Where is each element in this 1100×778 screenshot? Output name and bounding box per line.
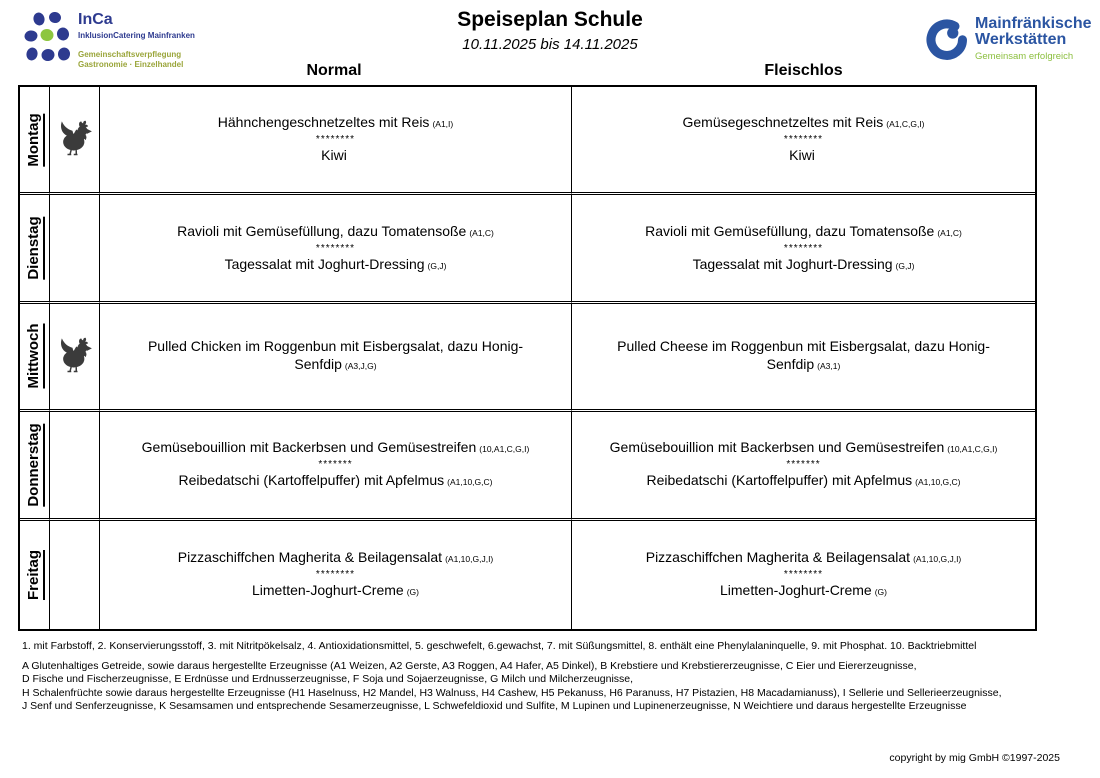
allergen-codes: (A1,10,G,J,I) [445,554,494,565]
day-cell-montag [20,87,50,195]
dish-name: Limetten-Joghurt-Creme [719,582,872,599]
dish-name: Reibedatschi (Kartoffelpuffer) mit Apfelmus [178,472,445,489]
meal-cell-mittwoch-fleischlos [572,304,1035,412]
icon-cell-dienstag [50,195,100,303]
meal-cell-dienstag-normal [100,195,572,303]
dish-name: Pizzaschiffchen Magherita & Beilagensalat [645,549,911,566]
day-label: Mittwoch [25,324,45,389]
meal-cell-dienstag-fleischlos [572,195,1035,303]
chicken-icon [55,333,95,380]
dish-name: Gemüsegeschnetzeltes mit Reis [682,114,884,131]
icon-cell-freitag [50,521,100,629]
allergen-legend-line: H Schalenfrüchte sowie daraus hergestellte Erzeugnisse (H1 Haselnuss, H2 Mandel, H3 Walnuss, H4 Cashew, H5 Pekanuss, H6 Paranuss, H7 Pistazien, H8 Macadamianuss), I Sellerie und Sellerieerzeugnisse, [22,686,1002,699]
allergen-codes: (10,A1,C,G,I) [947,444,998,455]
mw-logo-tagline: Gemeinsam erfolgreich [975,51,1074,62]
allergen-codes: (A1,C) [937,227,962,238]
icon-cell-mittwoch [50,304,100,412]
allergen-codes: (A3,J,G) [344,361,377,372]
meal-cell-freitag-fleischlos [572,521,1035,629]
meal-cell-freitag-normal [100,521,572,629]
inca-logo-subline: InklusionCatering Mainfranken [78,31,195,40]
allergen-codes: (G,J) [427,260,447,271]
dish-name: Pulled Chicken im Roggenbun mit Eisbergsalat, dazu Honig-Senfdip [147,338,524,373]
separator-stars: ******** [783,134,824,146]
day-label: Montag [25,113,45,166]
dish-name: Gemüsebouillion mit Backerbsen und Gemüsestreifen [141,439,477,456]
allergen-codes: (10,A1,C,G,I) [479,444,530,455]
dish-name: Kiwi [321,147,347,164]
day-label: Donnerstag [25,423,45,506]
mw-logo-icon [922,14,970,64]
dish-name: Ravioli mit Gemüsefüllung, dazu Tomatensoße [177,222,467,239]
icon-cell-donnerstag [50,412,100,520]
meal-cell-donnerstag-normal [100,412,572,520]
dish-name: Kiwi [789,147,815,164]
separator-stars: ******** [315,134,356,146]
column-header-normal: Normal [306,62,362,79]
inca-logo-name: InCa [78,11,113,28]
meal-cell-montag-normal [100,87,572,195]
mainfraenkische-werkstaetten-logo [922,14,1091,64]
dish-name: Pulled Cheese im Roggenbun mit Eisbergsalat, dazu Honig-Senfdip [617,338,990,373]
menu-table [18,85,1037,631]
allergen-legend-line: J Senf und Senferzeugnisse, K Sesamsamen und entsprechende Sesamerzeugnisse, L Schwefeldioxid und Sulfite, M Lupinen und Lupinenerzeugnisse, N Weichtiere und daraus hergestellte Erzeugnisse [22,700,967,712]
date-range: 10.11.2025 bis 14.11.2025 [462,36,638,53]
separator-stars: ******* [318,459,353,471]
allergen-codes: (A1,C) [469,227,494,238]
allergen-legend-line: A Glutenhaltiges Getreide, sowie daraus hergestellte Erzeugnisse (A1 Weizen, A2 Gerste, A3 Roggen, A4 Hafer, A5 Dinkel), B Krebstiere und Krebstiererzeugnisse, C Eier und Eiererzeugnisse, [22,659,917,672]
allergen-codes: (A1,I) [432,119,454,130]
mw-logo-name-line1: Mainfränkische [975,15,1092,32]
dish-name: Gemüsebouillion mit Backerbsen und Gemüsestreifen [609,439,945,456]
allergen-legend-line: D Fische und Fischerzeugnisse, E Erdnüsse und Erdnusserzeugnisse, F Soja und Sojaerzeugnisse, G Milch und Milcherzeugnisse, [22,673,634,685]
additives-legend: 1. mit Farbstoff, 2. Konservierungsstoff, 3. mit Nitritpökelsalz, 4. Antioxidationsmittel, 5. geschwefelt, 6.gewachst, 7. mit Süßungsmittel, 8. enthält eine Phenylalaninquelle, 9. mit Phosphat. 10. Backtriebmittel [22,640,977,652]
day-label: Freitag [25,550,45,600]
mw-logo-name-line2: Werkstätten [975,31,1067,48]
dish-name: Hähnchengeschnetzeltes mit Reis [217,114,430,131]
allergen-codes: (G,J) [895,260,915,271]
icon-cell-montag [50,87,100,195]
meal-cell-montag-fleischlos [572,87,1035,195]
day-cell-donnerstag [20,412,50,520]
separator-stars: ******** [315,242,356,254]
separator-stars: ******** [783,569,824,581]
separator-stars: ******** [315,569,356,581]
separator-stars: ******** [783,242,824,254]
dish-name: Tagessalat mit Joghurt-Dressing [692,255,893,272]
day-label: Dienstag [25,216,45,279]
allergen-codes: (A1,10,G,C) [447,477,493,488]
page-title: Speiseplan Schule [457,8,643,31]
day-cell-dienstag [20,195,50,303]
day-cell-mittwoch [20,304,50,412]
column-header-fleischlos: Fleischlos [764,62,843,79]
meal-cell-donnerstag-fleischlos [572,412,1035,520]
footnotes [22,640,1078,714]
inca-logo-green-line2: Gastronomie · Einzelhandel [78,60,184,69]
allergen-codes: (G) [874,587,887,598]
dish-name: Pizzaschiffchen Magherita & Beilagensalat [177,549,443,566]
allergen-codes: (A1,10,G,J,I) [913,554,962,565]
day-cell-freitag [20,521,50,629]
chicken-icon [55,116,95,163]
separator-stars: ******* [786,459,821,471]
meal-cell-mittwoch-normal [100,304,572,412]
copyright-notice: copyright by mig GmbH ©1997-2025 [889,752,1060,764]
dish-name: Tagessalat mit Joghurt-Dressing [224,255,425,272]
allergen-codes: (A3,1) [817,361,841,372]
dish-name: Reibedatschi (Kartoffelpuffer) mit Apfelmus [646,472,913,489]
dish-name: Limetten-Joghurt-Creme [251,582,404,599]
allergen-codes: (A1,C,G,I) [886,119,925,130]
inca-logo-green-line1: Gemeinschaftsverpflegung [78,50,182,59]
allergen-codes: (A1,10,G,C) [915,477,961,488]
dish-name: Ravioli mit Gemüsefüllung, dazu Tomatensoße [645,222,935,239]
allergen-codes: (G) [406,587,419,598]
